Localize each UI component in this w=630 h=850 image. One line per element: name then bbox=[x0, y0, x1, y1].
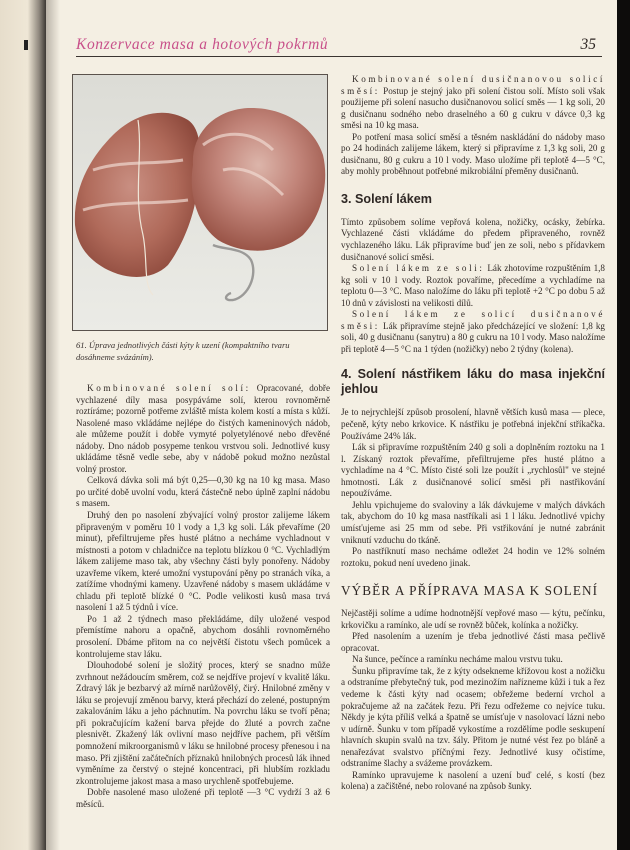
figure-caption: 61. Úprava jednotlivých části kýty k uzení (kompaktního tvaru dosáhneme svázáním). bbox=[76, 340, 290, 362]
paragraph: Jehlu vpichujeme do svaloviny a lák dávkujeme v malých dávkách tak, abychom do 10 kg masa nastříkali asi 1 l láku. Jednotlivé vpichy umísťujeme asi 25 mm od sebe. Při vstřikování je nutné zabránit vniknutí vzduchu do tkáně. bbox=[341, 499, 605, 545]
run-in-heading: Kombinované solení solí: bbox=[87, 383, 251, 393]
paragraph: Tímto způsobem solíme vepřová kolena, nožičky, ocásky, žebírka. Vychlazené části vkládáme do předem připraveného, rovněž vychlazeného láku. Lák připravíme buď jen ze soli, nebo s přídavkem dusičnanové solicí směsi. bbox=[341, 216, 605, 262]
run-in-heading: Solení lákem ze soli: bbox=[352, 263, 485, 274]
page-number: 35 bbox=[580, 36, 596, 53]
paragraph: Na šunce, pečínce a ramínku necháme malou vrstvu tuku. bbox=[352, 654, 563, 665]
paragraph: Je to nejrychlejší způsob prosolení, hlavně větších kusů masa — plece, pečeně, kýty nebo krkovice. K nástřiku je potřebná injekční stříkačka. Používáme 24% lák. bbox=[341, 407, 605, 441]
paragraph bbox=[341, 263, 605, 309]
paragraph: Po potření masa solicí směsí a těsném naskládání do nádoby maso po 24 hodinách zalijeme lákem, který si připravíme z 1,3 kg soli, 20 g dusičnanu, 80 g cukru a 10 l vody. Maso uložíme při teplotě 4—5 °C, aby mohly proběhnout potřebné mikrobiální přeměny dusičnanů. bbox=[341, 131, 605, 177]
run-in-heading: Kombinované solení dusičnanovou solicí směsí: bbox=[341, 74, 605, 96]
chapter-title: Konzervace masa a hotových pokrmů bbox=[76, 36, 329, 53]
paragraph bbox=[341, 74, 605, 132]
paragraph: Po 1 až 2 týdnech maso překládáme, díly uložené vespod přemístíme nahoru a opačně, abychom dosáhli rovnoměrného prosolení. Dbáme přitom na co největší čistotu všech pomůcek a kontrolujeme stav láku. bbox=[76, 613, 330, 659]
paragraph bbox=[76, 383, 330, 475]
paragraph: Druhý den po nasolení zbývající volný prostor zalijeme lákem připraveným v poměru 10 l vody a 1,3 kg soli. Lák převaříme (20 minut), přefiltrujeme přes husté plátno a necháme vychladnout v místnosti a potom v chladničce na teplotu blízkou 0 °C. Vychladlým lákem zalijeme maso tak, aby všechny části byly ponořeny. Nádoby uzavřeme víkem, které umožní vystupování pěny po stranách víka, a zatížíme vhodnými kameny. Uzavřené nádoby s masem ukládáme v chladu při teplotě blízké 0 °C. Podle velikosti kusů masa trvá nasolení 1 až 5 týdnů i více. bbox=[76, 510, 330, 613]
paragraph: Lák si připravíme rozpuštěním 240 g soli a doplněním roztoku na 1 l. Získaný roztok převaříme, přefiltrujeme přes husté plátno a vychladíme na 4 °C. Místo čisté soli lze použít i „rychlosůl" ve stejné hmotnosti. Lák z dusičnanové solicí směsi při nastřikování nepoužíváme. bbox=[341, 442, 605, 499]
paragraph-text: Lák zhotovíme rozpuštěním 1,8 kg soli v 10 l vody. Roztok povaříme, přecedíme a vychladíme na teplotu 0—3 °C. Maso naložíme do láku při teplotě +2 °C po dobu 5 až 10 dnů v závislosti na velikosti dílů. bbox=[341, 263, 605, 308]
paragraph: Dobře nasolené maso uložené při teplotě —3 °C vydrží 3 až 6 měsíců. bbox=[76, 787, 330, 809]
paragraph-text: Opracované, dobře vychlazené díly masa posypáváme solí, kterou rovnoměrně roztíráme; pozorně potřeme zvláště místa kolem kostí a místa s kůží. Nasolené maso vkládáme nejlépe do čistých kameninových nádob, ale můžeme použít i dobře vymyté polyetylénové nebo dřevěné nádoby. Dno nádob posypeme tenkou vrstvou soli. Jednotlivé kusy ukládáme těsně vedle sebe, aby v nádobě pokud možno nezůstal volný prostor. bbox=[76, 383, 330, 474]
left-column bbox=[76, 383, 330, 810]
previous-page-mark bbox=[24, 40, 28, 50]
paragraph: Ramínko upravujeme k nasolení a uzení buď celé, s kostí (bez kolena) a začištěné, nebo rolované na způsob šunky. bbox=[341, 769, 605, 792]
meat-photo-illustration bbox=[73, 75, 327, 330]
paragraph: Celková dávka soli má být 0,25—0,30 kg na 10 kg masa. Maso po určité době uvolní vodu, která částečně nebo úplně zaplní nádobu s masem. bbox=[76, 475, 330, 509]
page-gutter-shadow bbox=[46, 0, 60, 850]
paragraph: Šunku připravíme tak, že z kýty odsekneme křížovou kost a nožičku a odstraníme přebytečný tuk, pod mezinožím nařízneme kůži i tuk a řez vedeme k části kýty nad ocasem; obřežeme bederní vrchol a pokračujeme až na začátek řezu. Při řezu odřežeme co nejvíce tuku. Někdy je kýta příliš velká a špatně se umísťuje v nasolovací lázni nebo v udírně. Šunku v tom případě vykostíme a rozdělíme podle seskupení hlavních skupin svalů na tzv. šály. Přitom je nutné vést řez po bláně a nenařezávat svalstvo příčnými řezy. Jednotlivé kusy očistíme, odstraníme šlachy a svážeme provázkem. bbox=[341, 665, 605, 769]
chapter-section-heading: VÝBĚR A PŘÍPRAVA MASA K SOLENÍ bbox=[341, 583, 599, 599]
running-header bbox=[76, 34, 602, 57]
paragraph: Po nastříknutí maso necháme odležet 24 hodin ve 12% solném roztoku, pokud není uvedeno jinak. bbox=[341, 546, 605, 568]
paragraph: Před nasolením a uzením je třeba jednotlivé části masa pečlivě opracovat. bbox=[341, 631, 605, 653]
paragraph: Dlouhodobé solení je složitý proces, který se snadno může zvrhnout nežádoucím směrem, což se nejdříve projeví v kvalitě láku. Zdravý lák je bezbarvý až mírně narůžovělý, čirý. Hnilobné změny v láku se projevují změnou barvy, která přechází do zelené, postupným zakalováním láku a jeho páchnutím. Na povrchu láku se tvoří pěna; při pokračujícím kažení barva přejde do žluté a povrch začne plesnivět. Zkažený lák ovlivní maso nejdříve pachem, při větším pomnožení mikroorganismů v láku se hnilobné procesy přenesou i na maso. Při zjištění začátečních příznaků hnilobných procesů lák ihned vyměníme za čerstvý o stejné koncentraci, při hlubším rozkladu zkontrolujeme jakost masa a maso urychleně spotřebujeme. bbox=[76, 660, 330, 786]
paragraph: Nejčastěji solíme a udíme hodnotnější vepřové maso — kýtu, pečínku, krkovičku a ramínko, ale udí se rovněž bůček, kolínka a nožičky. bbox=[341, 608, 605, 630]
previous-page-edge bbox=[0, 0, 46, 850]
section-heading-3: 3. Solení lákem bbox=[341, 191, 432, 206]
paragraph bbox=[341, 309, 605, 355]
paragraph-text: Lák připravíme stejně jako předcházející ve složení: 1,8 kg soli, 40 g dusičnanu (sanytru) a 80 g cukru na 10 l vody. Maso naložíme při teplotě 4—5 °C na 1 týden (nožičky) nebo 2 týdny (kolena). bbox=[341, 320, 605, 354]
figure-photo bbox=[72, 74, 328, 331]
right-column bbox=[341, 74, 605, 793]
paragraph-text: Postup je stejný jako při solení čistou solí. Místo soli však použijeme při solení nasucho dusičnanovou solicí směs — 1 kg soli, 20 g dusičnanu sodného nebo draselného a 60 g cukru v dávce 0,3 kg směsi na 10 kg masa. bbox=[341, 85, 605, 131]
section-heading-4: 4. Solení nástřikem láku do masa injekční jehlou bbox=[341, 367, 605, 397]
run-in-heading: Solení lákem ze solicí dusičnanové směsi: bbox=[341, 309, 605, 331]
